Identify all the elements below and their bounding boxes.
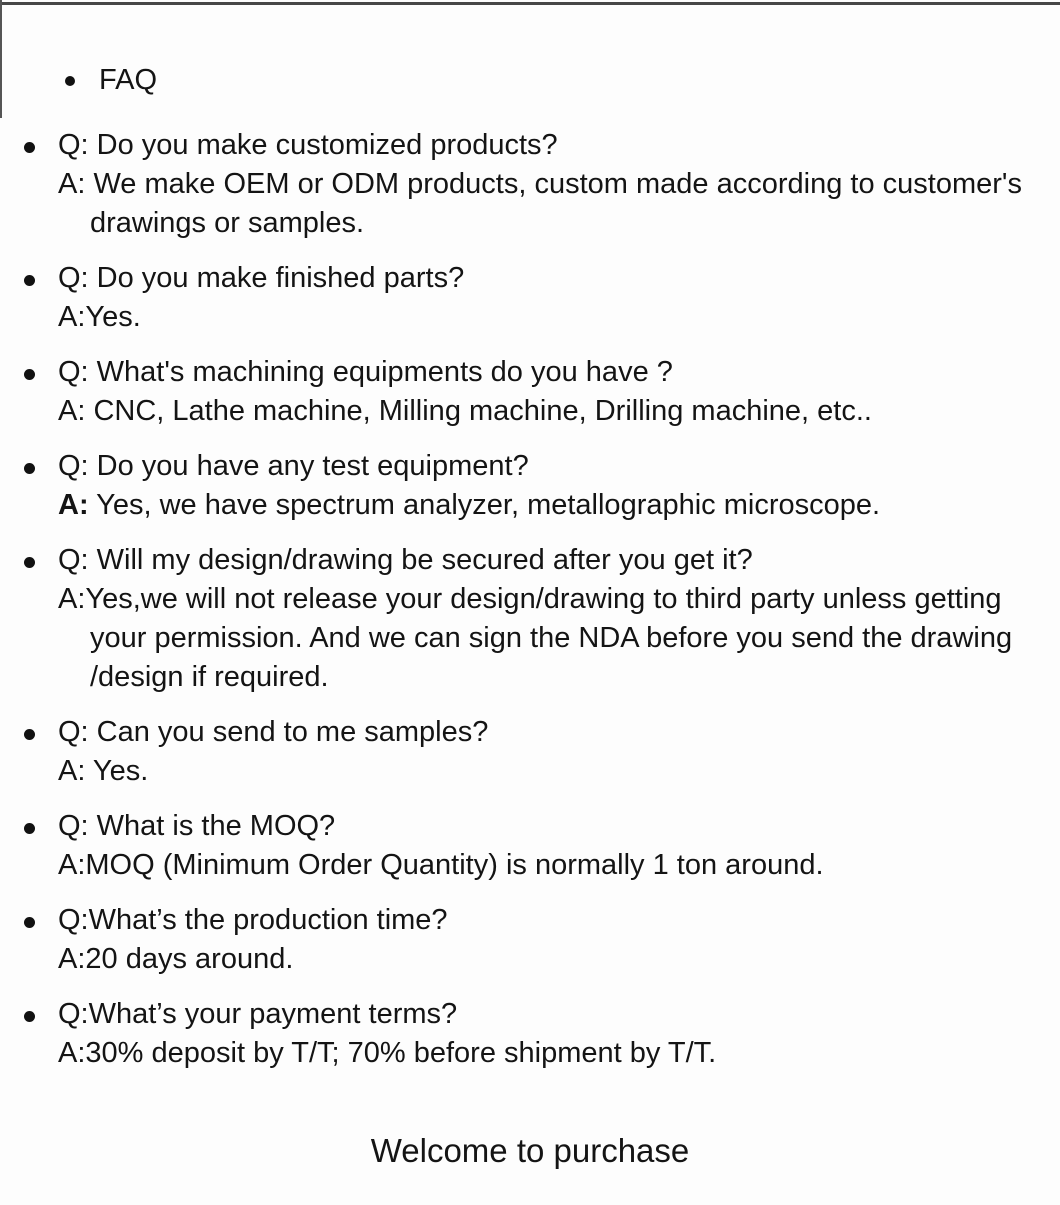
answer-line: A:Yes.: [58, 301, 141, 333]
bullet-icon: [24, 275, 35, 286]
question-line: Q: Can you send to me samples?: [58, 716, 489, 748]
question-line: Q: Do you make finished parts?: [58, 262, 465, 294]
bullet-icon: [24, 917, 35, 928]
answer-line: A: Yes.: [58, 755, 149, 787]
faq-item: [0, 353, 1060, 431]
bullet-icon: [24, 557, 35, 568]
bullet-icon: [65, 76, 75, 86]
faq-item: [0, 259, 1060, 337]
answer-line: A: Yes, we have spectrum analyzer, metallographic microscope.: [58, 489, 881, 521]
top-border-line: [0, 2, 1060, 5]
answer-line: /design if required.: [90, 661, 329, 693]
answer-line: A: CNC, Lathe machine, Milling machine, Drilling machine, etc..: [58, 395, 872, 427]
faq-item: [0, 995, 1060, 1073]
faq-item: [0, 447, 1060, 525]
answer-line: A:Yes,we will not release your design/drawing to third party unless getting: [58, 583, 1002, 615]
answer-line: your permission. And we can sign the NDA before you send the drawing: [90, 622, 1013, 654]
answer-lines: [58, 580, 1060, 697]
answer-line: A:30% deposit by T/T; 70% before shipment by T/T.: [58, 1037, 717, 1069]
question-line: Q: Do you have any test equipment?: [58, 450, 529, 482]
faq-section-header: [0, 60, 1060, 100]
question-line: Q: What's machining equipments do you have ?: [58, 356, 673, 388]
faq-item: [0, 901, 1060, 979]
answer-lines: [58, 752, 1060, 791]
faq-item: [0, 541, 1060, 697]
answer-line: A: We make OEM or ODM products, custom made according to customer's: [58, 168, 1022, 200]
question-line: Q: What is the MOQ?: [58, 810, 336, 842]
faq-list: [0, 126, 1060, 1073]
answer-lines: [58, 846, 1060, 885]
bullet-icon: [24, 142, 35, 153]
faq-item: [0, 126, 1060, 243]
footer-welcome-text: Welcome to purchase: [370, 1132, 690, 1169]
answer-line: A:20 days around.: [58, 943, 294, 975]
answer-lines: [58, 1034, 1060, 1073]
faq-item: [0, 713, 1060, 791]
answer-line: A:MOQ (Minimum Order Quantity) is normally 1 ton around.: [58, 849, 824, 881]
answer-lines: [58, 392, 1060, 431]
question-line: Q: Will my design/drawing be secured after you get it?: [58, 544, 753, 576]
answer-lines: [58, 165, 1060, 243]
question-line: Q:What’s the production time?: [58, 904, 448, 936]
faq-content: [0, 60, 1060, 1171]
bullet-icon: [24, 823, 35, 834]
bullet-icon: [24, 463, 35, 474]
answer-lines: [58, 940, 1060, 979]
answer-line: drawings or samples.: [90, 207, 364, 239]
answer-lines: [58, 298, 1060, 337]
answer-lines: [58, 486, 1060, 525]
question-line: Q: Do you make customized products?: [58, 129, 558, 161]
bullet-icon: [24, 729, 35, 740]
bullet-icon: [24, 1011, 35, 1022]
faq-section-title: FAQ: [99, 64, 158, 96]
question-line: Q:What’s your payment terms?: [58, 998, 458, 1030]
faq-item: [0, 807, 1060, 885]
bullet-icon: [24, 369, 35, 380]
